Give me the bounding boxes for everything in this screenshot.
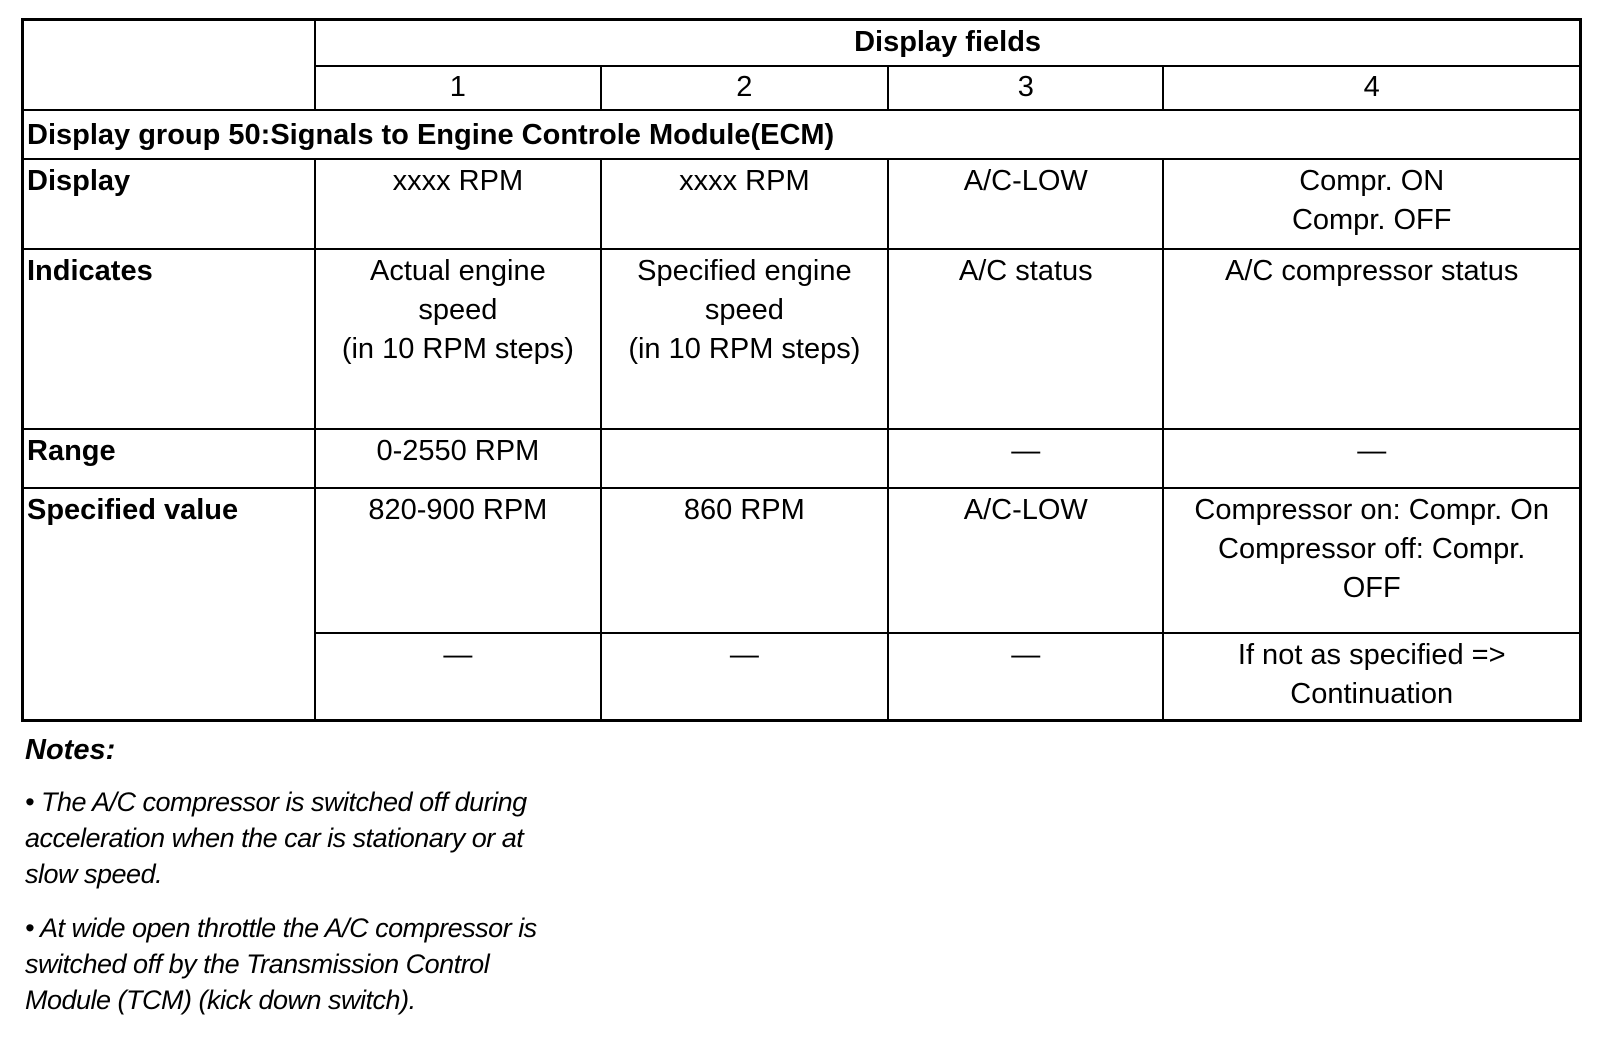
display-field-1 <box>315 159 600 249</box>
cell-line: Compr. OFF <box>1291 203 1452 236</box>
cell-line: speed <box>418 293 498 326</box>
cell-line: If not as specified => <box>1237 638 1506 671</box>
cell-line: Compr. ON <box>1299 164 1445 197</box>
range-field-4 <box>1163 429 1580 488</box>
range-field-3 <box>888 429 1163 488</box>
row-label-indicates: Indicates <box>23 249 316 429</box>
display-field-2 <box>601 159 889 249</box>
table-row-specified-value <box>23 488 1581 633</box>
cell-line: (in 10 RPM steps) <box>628 332 861 365</box>
row-label-range: Range <box>23 429 316 488</box>
range-field-1 <box>315 429 600 488</box>
specified-field-2 <box>601 488 889 633</box>
cell-line: — <box>443 638 473 671</box>
group-title-row <box>23 110 1581 159</box>
cell-line: 820-900 RPM <box>368 493 548 526</box>
table-row-indicates <box>23 249 1581 429</box>
display-group-table <box>21 18 1582 722</box>
cell-line: OFF <box>1342 571 1401 604</box>
row-label-specified-value: Specified value <box>23 488 316 721</box>
range-field-2 <box>601 429 889 488</box>
cell-line: Compressor on: Compr. On <box>1194 493 1549 526</box>
display-field-4 <box>1163 159 1580 249</box>
indicates-field-4 <box>1163 249 1580 429</box>
cell-line: Continuation <box>1290 677 1454 710</box>
field-number-4: 4 <box>1163 66 1580 110</box>
specified-field-4 <box>1163 488 1580 633</box>
note-line: • The A/C compressor is switched off during <box>25 787 527 817</box>
display-field-3 <box>888 159 1163 249</box>
table-row-range <box>23 429 1581 488</box>
cell-line: xxxx RPM <box>392 164 524 197</box>
note-line: Module (TCM) (kick down switch). <box>25 985 416 1015</box>
continuation-field-4 <box>1163 633 1580 721</box>
cell-line: Compressor off: Compr. <box>1218 532 1526 565</box>
field-number-3: 3 <box>888 66 1163 110</box>
cell-line: — <box>1011 434 1041 467</box>
indicates-field-1 <box>315 249 600 429</box>
display-group-title: Display group 50:Signals to Engine Controle Module(ECM) <box>23 110 1581 159</box>
display-fields-header: Display fields <box>315 20 1580 66</box>
cell-line: — <box>1357 434 1387 467</box>
cell-line: xxxx RPM <box>679 164 810 197</box>
indicates-field-3 <box>888 249 1163 429</box>
field-number-2: 2 <box>601 66 889 110</box>
row-label-display: Display <box>23 159 316 249</box>
specified-field-3 <box>888 488 1163 633</box>
continuation-field-1 <box>315 633 600 721</box>
note-line: • At wide open throttle the A/C compressor is <box>25 913 537 943</box>
cell-line: A/C compressor status <box>1225 254 1519 287</box>
note-line: slow speed. <box>25 859 163 889</box>
field-number-1: 1 <box>315 66 600 110</box>
continuation-field-3 <box>888 633 1163 721</box>
cell-line: Actual engine <box>369 254 546 287</box>
note-line: switched off by the Transmission Control <box>25 949 490 979</box>
cell-line: A/C-LOW <box>963 164 1088 197</box>
notes-section <box>25 732 585 1036</box>
note-item <box>25 910 585 1018</box>
cell-line: speed <box>704 293 784 326</box>
cell-line: 0-2550 RPM <box>376 434 540 467</box>
note-item <box>25 784 585 892</box>
indicates-field-2 <box>601 249 889 429</box>
table-row-display <box>23 159 1581 249</box>
cell-line: — <box>1011 638 1041 671</box>
continuation-field-2 <box>601 633 889 721</box>
cell-line: 860 RPM <box>683 493 805 526</box>
cell-line: — <box>729 638 759 671</box>
cell-line: (in 10 RPM steps) <box>341 332 574 365</box>
note-line: acceleration when the car is stationary or at <box>25 823 524 853</box>
header-corner-cell <box>23 20 316 110</box>
cell-line: A/C status <box>958 254 1093 287</box>
cell-line: A/C-LOW <box>963 493 1088 526</box>
notes-title: Notes: <box>25 734 116 766</box>
cell-line: Specified engine <box>637 254 852 287</box>
specified-field-1 <box>315 488 600 633</box>
header-row <box>23 20 1581 66</box>
